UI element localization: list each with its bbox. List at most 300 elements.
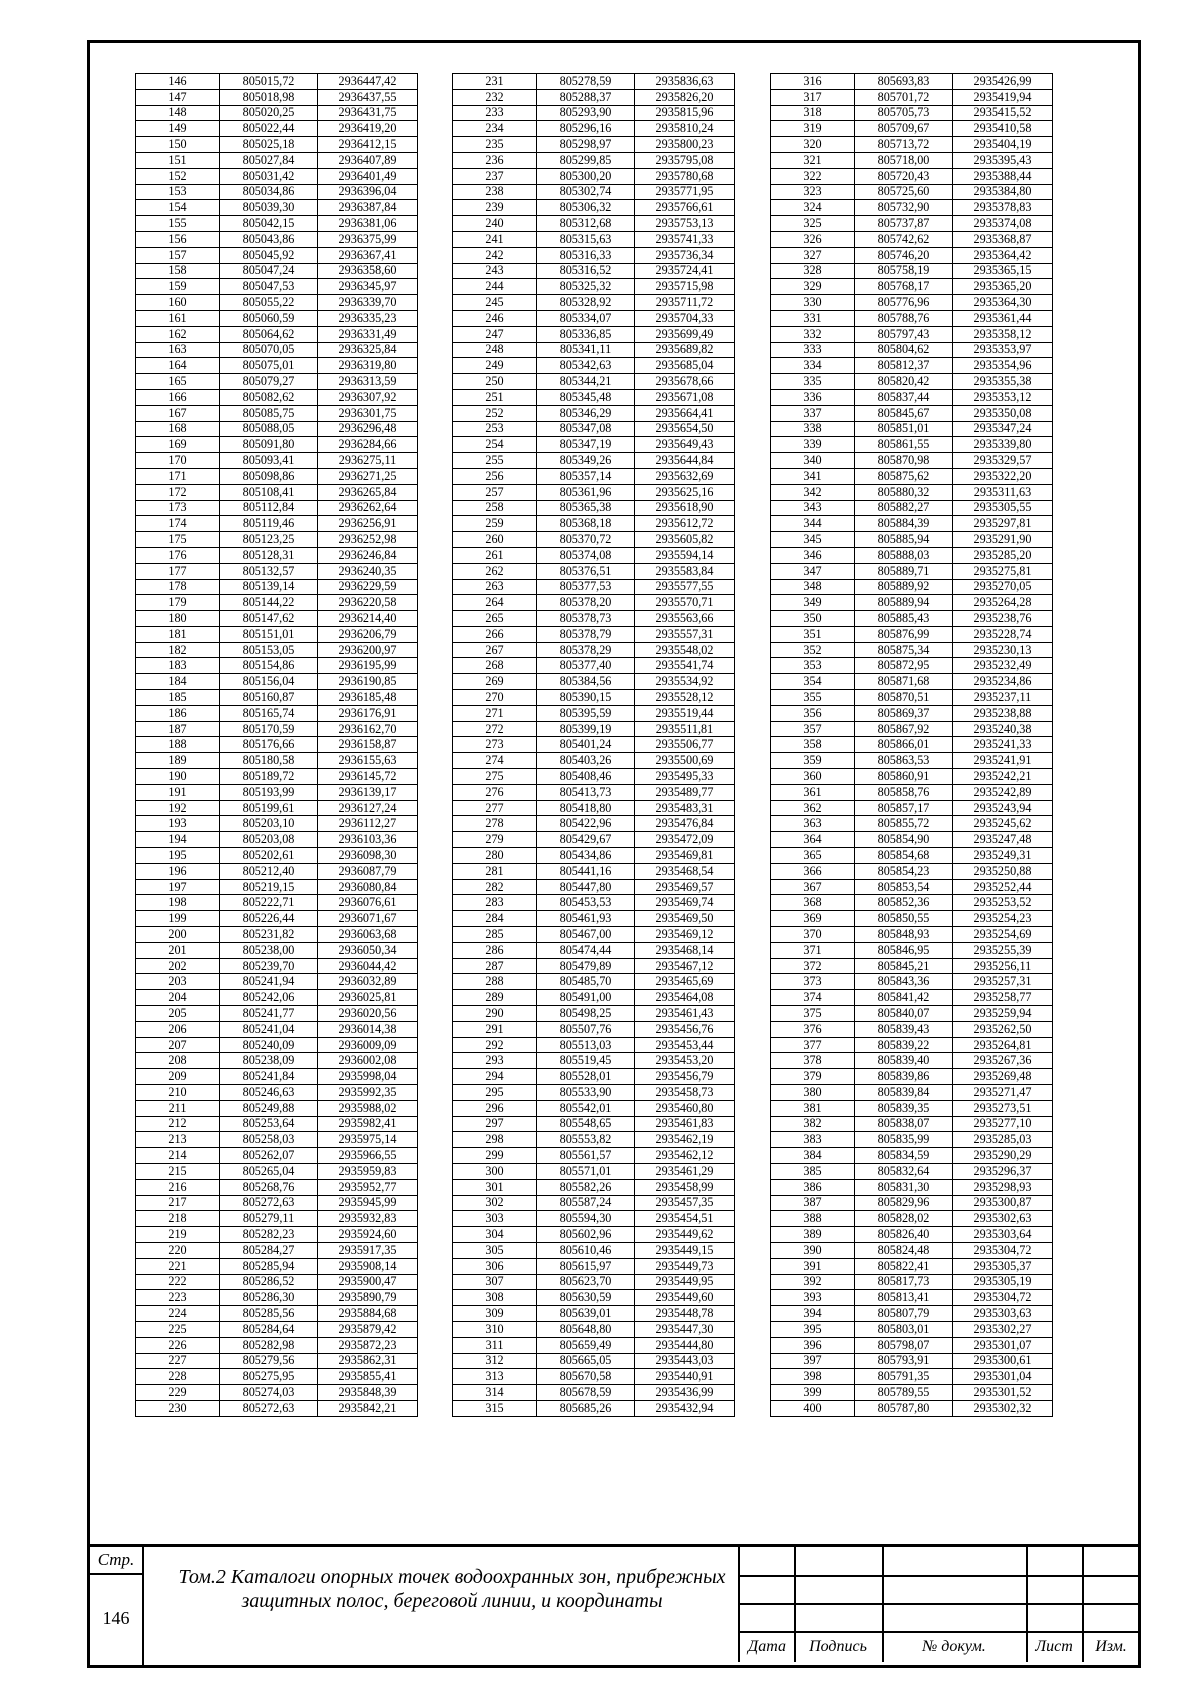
table-row	[771, 1069, 1053, 1085]
table-row	[453, 1195, 735, 1211]
point-number-cell: 282	[453, 879, 537, 895]
table-row	[453, 1274, 735, 1290]
y-coordinate-cell: 2935469,57	[635, 879, 735, 895]
table-row	[453, 895, 735, 911]
table-row	[136, 1179, 418, 1195]
y-coordinate-cell: 2936301,75	[318, 405, 418, 421]
point-number-cell: 355	[771, 690, 855, 706]
x-coordinate-cell: 805306,32	[537, 200, 635, 216]
table-row	[136, 832, 418, 848]
document-title-line-2: защитных полос, береговой линии, и координаты	[241, 1590, 663, 1612]
table-row	[453, 737, 735, 753]
table-row	[453, 1290, 735, 1306]
table-row	[771, 1306, 1053, 1322]
point-number-cell: 166	[136, 389, 220, 405]
table-row	[771, 168, 1053, 184]
y-coordinate-cell: 2935678,66	[635, 374, 735, 390]
table-row	[453, 484, 735, 500]
y-coordinate-cell: 2935257,31	[953, 974, 1053, 990]
y-coordinate-cell: 2935237,11	[953, 690, 1053, 706]
x-coordinate-cell: 805302,74	[537, 184, 635, 200]
table-row	[771, 295, 1053, 311]
y-coordinate-cell: 2936339,70	[318, 295, 418, 311]
y-coordinate-cell: 2935945,99	[318, 1195, 418, 1211]
y-coordinate-cell: 2935350,08	[953, 405, 1053, 421]
y-coordinate-cell: 2935384,80	[953, 184, 1053, 200]
revision-stamp	[738, 1547, 1138, 1662]
x-coordinate-cell: 805453,53	[537, 895, 635, 911]
y-coordinate-cell: 2935998,04	[318, 1069, 418, 1085]
y-coordinate-cell: 2935252,44	[953, 879, 1053, 895]
x-coordinate-cell: 805670,58	[537, 1369, 635, 1385]
x-coordinate-cell: 805845,21	[855, 958, 953, 974]
point-number-cell: 253	[453, 421, 537, 437]
x-coordinate-cell: 805060,59	[220, 310, 318, 326]
y-coordinate-cell: 2935541,74	[635, 658, 735, 674]
point-number-cell: 303	[453, 1211, 537, 1227]
table-row	[453, 690, 735, 706]
point-number-cell: 301	[453, 1179, 537, 1195]
x-coordinate-cell: 805824,48	[855, 1242, 953, 1258]
point-number-cell: 291	[453, 1021, 537, 1037]
table-row	[453, 263, 735, 279]
table-row	[136, 1085, 418, 1101]
x-coordinate-cell: 805858,76	[855, 784, 953, 800]
point-number-cell: 395	[771, 1321, 855, 1337]
x-coordinate-cell: 805837,44	[855, 389, 953, 405]
table-row	[453, 1337, 735, 1353]
point-number-cell: 241	[453, 231, 537, 247]
y-coordinate-cell: 2935462,12	[635, 1148, 735, 1164]
table-row	[136, 595, 418, 611]
point-number-cell: 357	[771, 721, 855, 737]
y-coordinate-cell: 2935298,93	[953, 1179, 1053, 1195]
y-coordinate-cell: 2936080,84	[318, 879, 418, 895]
y-coordinate-cell: 2935302,32	[953, 1400, 1053, 1416]
table-row	[453, 200, 735, 216]
y-coordinate-cell: 2935534,92	[635, 674, 735, 690]
x-coordinate-cell: 805377,40	[537, 658, 635, 674]
point-number-cell: 393	[771, 1290, 855, 1306]
y-coordinate-cell: 2935467,12	[635, 958, 735, 974]
x-coordinate-cell: 805840,07	[855, 1006, 953, 1022]
table-row	[136, 516, 418, 532]
table-row	[136, 753, 418, 769]
point-number-cell: 365	[771, 848, 855, 864]
x-coordinate-cell: 805787,80	[855, 1400, 953, 1416]
table-row	[453, 626, 735, 642]
point-number-cell: 231	[453, 74, 537, 90]
table-row	[771, 658, 1053, 674]
point-number-cell: 330	[771, 295, 855, 311]
x-coordinate-cell: 805151,01	[220, 626, 318, 642]
y-coordinate-cell: 2935699,49	[635, 326, 735, 342]
table-row	[136, 611, 418, 627]
table-row	[136, 200, 418, 216]
x-coordinate-cell: 805542,01	[537, 1100, 635, 1116]
point-number-cell: 329	[771, 279, 855, 295]
table-row	[453, 848, 735, 864]
y-coordinate-cell: 2935304,72	[953, 1290, 1053, 1306]
point-number-cell: 258	[453, 500, 537, 516]
table-row	[453, 990, 735, 1006]
point-number-cell: 304	[453, 1227, 537, 1243]
table-row	[136, 626, 418, 642]
table-row	[771, 484, 1053, 500]
y-coordinate-cell: 2936240,35	[318, 563, 418, 579]
point-number-cell: 215	[136, 1163, 220, 1179]
point-number-cell: 335	[771, 374, 855, 390]
y-coordinate-cell: 2936256,91	[318, 516, 418, 532]
table-row	[771, 1242, 1053, 1258]
x-coordinate-cell: 805817,73	[855, 1274, 953, 1290]
point-number-cell: 293	[453, 1053, 537, 1069]
point-number-cell: 162	[136, 326, 220, 342]
point-number-cell: 208	[136, 1053, 220, 1069]
point-number-cell: 158	[136, 263, 220, 279]
x-coordinate-cell: 805279,11	[220, 1211, 318, 1227]
y-coordinate-cell: 2936127,24	[318, 800, 418, 816]
x-coordinate-cell: 805085,75	[220, 405, 318, 421]
y-coordinate-cell: 2935415,52	[953, 105, 1053, 121]
x-coordinate-cell: 805093,41	[220, 453, 318, 469]
point-number-cell: 240	[453, 216, 537, 232]
point-number-cell: 153	[136, 184, 220, 200]
x-coordinate-cell: 805154,86	[220, 658, 318, 674]
table-row	[453, 168, 735, 184]
y-coordinate-cell: 2936158,87	[318, 737, 418, 753]
x-coordinate-cell: 805316,33	[537, 247, 635, 263]
y-coordinate-cell: 2935300,61	[953, 1353, 1053, 1369]
point-number-cell: 173	[136, 500, 220, 516]
y-coordinate-cell: 2936262,64	[318, 500, 418, 516]
y-coordinate-cell: 2936381,06	[318, 216, 418, 232]
point-number-cell: 223	[136, 1290, 220, 1306]
table-row	[771, 769, 1053, 785]
x-coordinate-cell: 805285,94	[220, 1258, 318, 1274]
y-coordinate-cell: 2936331,49	[318, 326, 418, 342]
point-number-cell: 386	[771, 1179, 855, 1195]
table-row	[771, 1321, 1053, 1337]
y-coordinate-cell: 2935368,87	[953, 231, 1053, 247]
x-coordinate-cell: 805336,85	[537, 326, 635, 342]
x-coordinate-cell: 805742,62	[855, 231, 953, 247]
table-row	[771, 626, 1053, 642]
y-coordinate-cell: 2935469,12	[635, 927, 735, 943]
y-coordinate-cell: 2935296,37	[953, 1163, 1053, 1179]
x-coordinate-cell: 805246,63	[220, 1085, 318, 1101]
point-number-cell: 248	[453, 342, 537, 358]
point-number-cell: 334	[771, 358, 855, 374]
y-coordinate-cell: 2935457,35	[635, 1195, 735, 1211]
x-coordinate-cell: 805829,96	[855, 1195, 953, 1211]
point-number-cell: 306	[453, 1258, 537, 1274]
x-coordinate-cell: 805807,79	[855, 1306, 953, 1322]
table-row	[136, 674, 418, 690]
x-coordinate-cell: 805112,84	[220, 500, 318, 516]
y-coordinate-cell: 2936275,11	[318, 453, 418, 469]
point-number-cell: 276	[453, 784, 537, 800]
point-number-cell: 266	[453, 626, 537, 642]
table-row	[453, 1211, 735, 1227]
y-coordinate-cell: 2936009,09	[318, 1037, 418, 1053]
x-coordinate-cell: 805843,36	[855, 974, 953, 990]
table-row	[453, 247, 735, 263]
y-coordinate-cell: 2935461,29	[635, 1163, 735, 1179]
point-number-cell: 254	[453, 437, 537, 453]
point-number-cell: 237	[453, 168, 537, 184]
point-number-cell: 175	[136, 532, 220, 548]
y-coordinate-cell: 2935353,97	[953, 342, 1053, 358]
point-number-cell: 194	[136, 832, 220, 848]
y-coordinate-cell: 2936112,27	[318, 816, 418, 832]
y-coordinate-cell: 2935453,20	[635, 1053, 735, 1069]
point-number-cell: 332	[771, 326, 855, 342]
table-row	[136, 1116, 418, 1132]
x-coordinate-cell: 805284,27	[220, 1242, 318, 1258]
table-row	[453, 942, 735, 958]
point-number-cell: 165	[136, 374, 220, 390]
y-coordinate-cell: 2935456,79	[635, 1069, 735, 1085]
y-coordinate-cell: 2935736,34	[635, 247, 735, 263]
point-number-cell: 313	[453, 1369, 537, 1385]
point-number-cell: 154	[136, 200, 220, 216]
table-row	[136, 547, 418, 563]
y-coordinate-cell: 2936185,48	[318, 690, 418, 706]
table-row	[771, 990, 1053, 1006]
y-coordinate-cell: 2936447,42	[318, 74, 418, 90]
table-row	[136, 500, 418, 516]
point-number-cell: 371	[771, 942, 855, 958]
table-row	[771, 421, 1053, 437]
x-coordinate-cell: 805015,72	[220, 74, 318, 90]
x-coordinate-cell: 805861,55	[855, 437, 953, 453]
point-number-cell: 264	[453, 595, 537, 611]
point-number-cell: 226	[136, 1337, 220, 1353]
table-row	[136, 74, 418, 90]
y-coordinate-cell: 2935355,38	[953, 374, 1053, 390]
y-coordinate-cell: 2935426,99	[953, 74, 1053, 90]
point-number-cell: 378	[771, 1053, 855, 1069]
table-row	[771, 389, 1053, 405]
y-coordinate-cell: 2936195,99	[318, 658, 418, 674]
y-coordinate-cell: 2935364,30	[953, 295, 1053, 311]
y-coordinate-cell: 2935285,20	[953, 547, 1053, 563]
y-coordinate-cell: 2936271,25	[318, 468, 418, 484]
table-row	[136, 231, 418, 247]
y-coordinate-cell: 2936050,34	[318, 942, 418, 958]
x-coordinate-cell: 805587,24	[537, 1195, 635, 1211]
point-number-cell: 364	[771, 832, 855, 848]
table-row	[136, 1242, 418, 1258]
x-coordinate-cell: 805079,27	[220, 374, 318, 390]
x-coordinate-cell: 805401,24	[537, 737, 635, 753]
y-coordinate-cell: 2935654,50	[635, 421, 735, 437]
y-coordinate-cell: 2935275,81	[953, 563, 1053, 579]
table-row	[771, 927, 1053, 943]
y-coordinate-cell: 2935258,77	[953, 990, 1053, 1006]
point-number-cell: 319	[771, 121, 855, 137]
table-row	[453, 137, 735, 153]
x-coordinate-cell: 805315,63	[537, 231, 635, 247]
y-coordinate-cell: 2935297,81	[953, 516, 1053, 532]
x-coordinate-cell: 805857,17	[855, 800, 953, 816]
x-coordinate-cell: 805238,00	[220, 942, 318, 958]
x-coordinate-cell: 805274,03	[220, 1385, 318, 1401]
table-row	[771, 848, 1053, 864]
x-coordinate-cell: 805854,90	[855, 832, 953, 848]
point-number-cell: 200	[136, 927, 220, 943]
x-coordinate-cell: 805602,96	[537, 1227, 635, 1243]
point-number-cell: 203	[136, 974, 220, 990]
x-coordinate-cell: 805889,71	[855, 563, 953, 579]
point-number-cell: 372	[771, 958, 855, 974]
table-row	[771, 1258, 1053, 1274]
point-number-cell: 234	[453, 121, 537, 137]
x-coordinate-cell: 805888,03	[855, 547, 953, 563]
y-coordinate-cell: 2935458,99	[635, 1179, 735, 1195]
y-coordinate-cell: 2935238,88	[953, 705, 1053, 721]
y-coordinate-cell: 2935618,90	[635, 500, 735, 516]
point-number-cell: 245	[453, 295, 537, 311]
x-coordinate-cell: 805242,06	[220, 990, 318, 1006]
x-coordinate-cell: 805108,41	[220, 484, 318, 500]
table-row	[771, 74, 1053, 90]
y-coordinate-cell: 2935711,72	[635, 295, 735, 311]
table-row	[771, 1085, 1053, 1101]
point-number-cell: 249	[453, 358, 537, 374]
y-coordinate-cell: 2935228,74	[953, 626, 1053, 642]
x-coordinate-cell: 805813,41	[855, 1290, 953, 1306]
y-coordinate-cell: 2935483,31	[635, 800, 735, 816]
table-row	[136, 1163, 418, 1179]
table-row	[771, 974, 1053, 990]
x-coordinate-cell: 805189,72	[220, 769, 318, 785]
point-number-cell: 389	[771, 1227, 855, 1243]
x-coordinate-cell: 805746,20	[855, 247, 953, 263]
y-coordinate-cell: 2935495,33	[635, 769, 735, 785]
point-number-cell: 353	[771, 658, 855, 674]
y-coordinate-cell: 2935238,76	[953, 611, 1053, 627]
y-coordinate-cell: 2935453,44	[635, 1037, 735, 1053]
table-row	[136, 137, 418, 153]
y-coordinate-cell: 2935347,24	[953, 421, 1053, 437]
table-row	[771, 958, 1053, 974]
y-coordinate-cell: 2935476,84	[635, 816, 735, 832]
table-row	[453, 547, 735, 563]
y-coordinate-cell: 2935361,44	[953, 310, 1053, 326]
y-coordinate-cell: 2935472,09	[635, 832, 735, 848]
point-number-cell: 317	[771, 89, 855, 105]
y-coordinate-cell: 2935358,12	[953, 326, 1053, 342]
x-coordinate-cell: 805231,82	[220, 927, 318, 943]
x-coordinate-cell: 805299,85	[537, 152, 635, 168]
table-row	[453, 516, 735, 532]
x-coordinate-cell: 805876,99	[855, 626, 953, 642]
x-coordinate-cell: 805863,53	[855, 753, 953, 769]
table-row	[136, 1306, 418, 1322]
x-coordinate-cell: 805088,05	[220, 421, 318, 437]
y-coordinate-cell: 2936431,75	[318, 105, 418, 121]
point-number-cell: 209	[136, 1069, 220, 1085]
table-row	[136, 484, 418, 500]
table-row	[136, 800, 418, 816]
y-coordinate-cell: 2935305,37	[953, 1258, 1053, 1274]
y-coordinate-cell: 2935632,69	[635, 468, 735, 484]
table-row	[453, 1037, 735, 1053]
x-coordinate-cell: 805384,56	[537, 674, 635, 690]
point-number-cell: 362	[771, 800, 855, 816]
table-row	[136, 1069, 418, 1085]
x-coordinate-cell: 805768,17	[855, 279, 953, 295]
x-coordinate-cell: 805776,96	[855, 295, 953, 311]
table-row	[136, 1021, 418, 1037]
point-number-cell: 299	[453, 1148, 537, 1164]
x-coordinate-cell: 805284,64	[220, 1321, 318, 1337]
point-number-cell: 273	[453, 737, 537, 753]
y-coordinate-cell: 2936407,89	[318, 152, 418, 168]
y-coordinate-cell: 2935924,60	[318, 1227, 418, 1243]
point-number-cell: 280	[453, 848, 537, 864]
y-coordinate-cell: 2935570,71	[635, 595, 735, 611]
stamp-revision-label: Изм.	[1095, 1638, 1127, 1655]
x-coordinate-cell: 805839,40	[855, 1053, 953, 1069]
x-coordinate-cell: 805039,30	[220, 200, 318, 216]
x-coordinate-cell: 805119,46	[220, 516, 318, 532]
y-coordinate-cell: 2935243,94	[953, 800, 1053, 816]
table-row	[453, 231, 735, 247]
point-number-cell: 176	[136, 547, 220, 563]
table-row	[136, 911, 418, 927]
y-coordinate-cell: 2935671,08	[635, 389, 735, 405]
y-coordinate-cell: 2935447,30	[635, 1321, 735, 1337]
x-coordinate-cell: 805804,62	[855, 342, 953, 358]
table-row	[136, 342, 418, 358]
point-number-cell: 367	[771, 879, 855, 895]
y-coordinate-cell: 2936358,60	[318, 263, 418, 279]
x-coordinate-cell: 805258,03	[220, 1132, 318, 1148]
y-coordinate-cell: 2935506,77	[635, 737, 735, 753]
page-label: Стр.	[90, 1547, 144, 1575]
point-number-cell: 174	[136, 516, 220, 532]
table-row	[136, 1385, 418, 1401]
y-coordinate-cell: 2936214,40	[318, 611, 418, 627]
x-coordinate-cell: 805342,63	[537, 358, 635, 374]
y-coordinate-cell: 2935301,07	[953, 1337, 1053, 1353]
y-coordinate-cell: 2935305,19	[953, 1274, 1053, 1290]
table-row	[453, 437, 735, 453]
x-coordinate-cell: 805798,07	[855, 1337, 953, 1353]
y-coordinate-cell: 2935302,63	[953, 1211, 1053, 1227]
y-coordinate-cell: 2935241,91	[953, 753, 1053, 769]
table-row	[136, 974, 418, 990]
point-number-cell: 314	[453, 1385, 537, 1401]
x-coordinate-cell: 805180,58	[220, 753, 318, 769]
table-row	[771, 832, 1053, 848]
table-row	[136, 848, 418, 864]
table-row	[771, 200, 1053, 216]
y-coordinate-cell: 2936296,48	[318, 421, 418, 437]
point-number-cell: 243	[453, 263, 537, 279]
point-number-cell: 286	[453, 942, 537, 958]
point-number-cell: 186	[136, 705, 220, 721]
table-row	[136, 990, 418, 1006]
y-coordinate-cell: 2935649,43	[635, 437, 735, 453]
table-row	[771, 184, 1053, 200]
point-number-cell: 275	[453, 769, 537, 785]
table-row	[771, 1385, 1053, 1401]
point-number-cell: 217	[136, 1195, 220, 1211]
